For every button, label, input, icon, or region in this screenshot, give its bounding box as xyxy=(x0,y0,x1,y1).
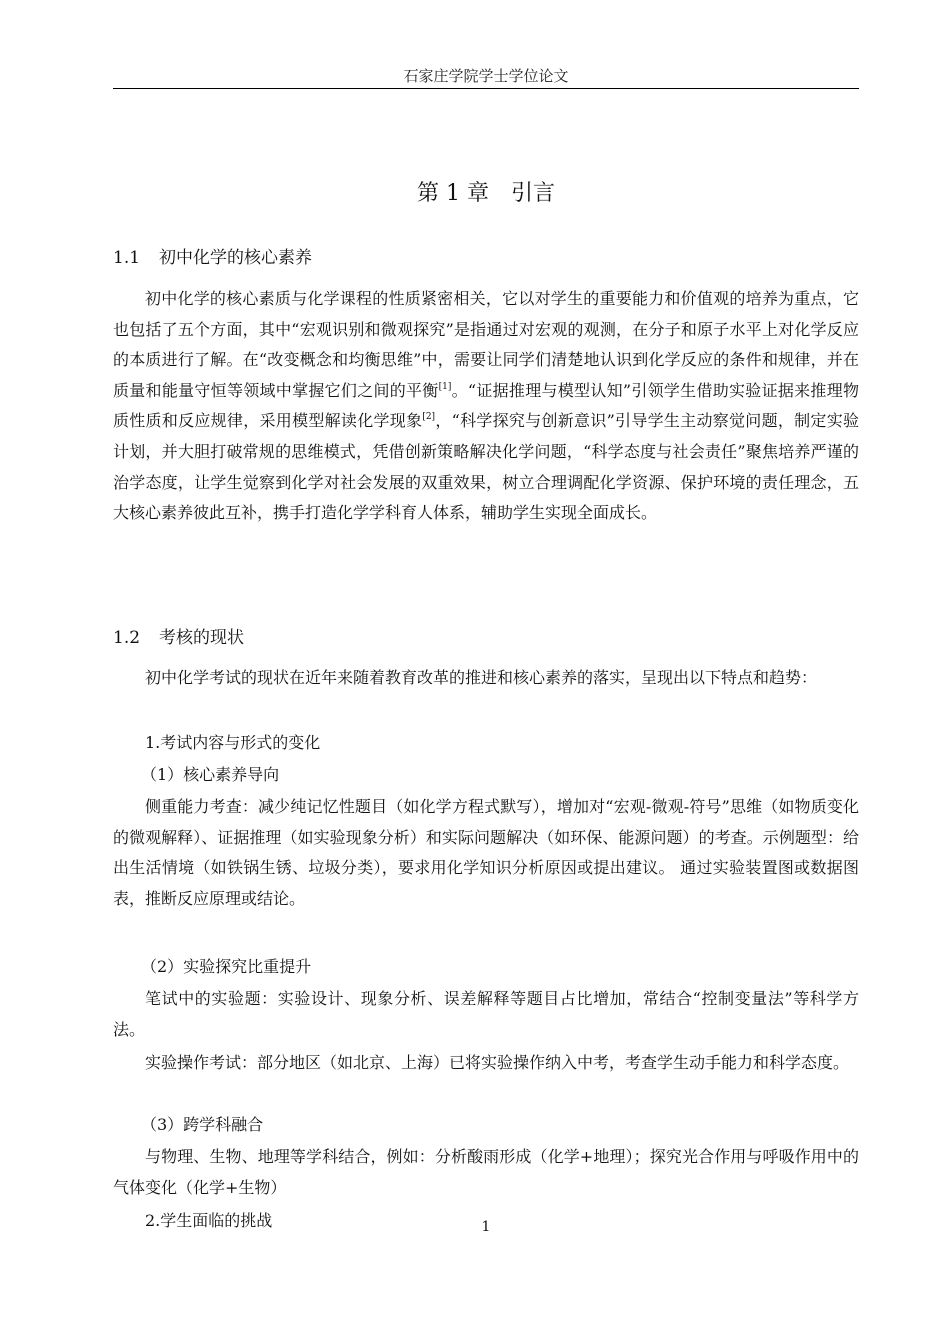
chapter-title: 第 1 章 引言 xyxy=(417,181,555,206)
subitem-1: （1）核心素养导向 xyxy=(141,765,280,784)
section-title: 初中化学的核心素养 xyxy=(159,248,312,268)
section-title: 考核的现状 xyxy=(159,628,244,648)
list-item-2: 2.学生面临的挑战 xyxy=(145,1211,273,1230)
page-number: 1 xyxy=(481,1219,491,1235)
header-rule xyxy=(113,88,859,89)
section-number: 1.2 xyxy=(113,628,141,648)
paragraph-practical-exam: 实验操作考试：部分地区（如北京、上海）已将实验操作纳入中考，考查学生动手能力和科学态度。 xyxy=(145,1053,850,1072)
section-heading-1-2 xyxy=(113,625,244,651)
citation-2: [2] xyxy=(422,412,436,423)
list-item-1: 1.考试内容与形式的变化 xyxy=(145,733,321,752)
paragraph-text: ，“科学探究与创新意识”引导学生主动察觉问题，制定实验计划，并大胆打破常规的思维模式，凭借创新策略解决化学问题，“科学态度与社会责任”聚焦培养严谨的治学态度，让学生觉察到化学对社会发展的双重效果，树立合理调配化学资源、保护环境的责任理念，五大核心素养彼此互补，携手打造化学学科育人体系，辅助学生实现全面成长。 xyxy=(113,411,859,523)
paragraph-text: 初中化学的核心素质与化学课程的性质紧密相关，它以对学生的重要能力和价值观的培养为重点，它也包括了五个方面，其中“宏观识别和微观探究”是指通过对宏观的观测，在分子和原子水平上对化学反应的本质进行了解。在“改变概念和均衡思维”中，需要让同学们清楚地认识到化学反应的条件和规律，并在质量和能量守恒等领域中掌握它们之间的平衡 xyxy=(113,289,859,400)
subitem-2: （2）实验探究比重提升 xyxy=(141,957,312,976)
section-heading-1-1 xyxy=(113,245,312,271)
paragraph-exam-status: 初中化学考试的现状在近年来随着教育改革的推进和核心素养的落实，呈现出以下特点和趋势： xyxy=(145,668,818,687)
paragraph-core-literacy xyxy=(113,284,859,529)
paragraph-ability-focus: 侧重能力考查：减少纯记忆性题目（如化学方程式默写），增加对“宏观-微观-符号”思维（如物质变化的微观解释）、证据推理（如实验现象分析）和实际问题解决（如环保、能源问题）的考查。示例题型：给出生活情境（如铁锅生锈、垃圾分类），要求用化学知识分析原因或提出建议。 通过实验装置图或数据图表，推断反应原理或结论。 xyxy=(113,797,859,908)
paragraph-written-experiments: 笔试中的实验题：实验设计、现象分析、误差解释等题目占比增加，常结合“控制变量法”等科学方法。 xyxy=(113,989,859,1039)
subitem-3: （3）跨学科融合 xyxy=(141,1115,264,1134)
paragraph-interdisciplinary: 与物理、生物、地理等学科结合，例如：分析酸雨形成（化学+地理）；探究光合作用与呼吸作用中的气体变化（化学+生物） xyxy=(113,1147,859,1197)
citation-1: [1] xyxy=(438,381,452,392)
section-number: 1.1 xyxy=(113,248,141,268)
running-header: 石家庄学院学士学位论文 xyxy=(403,67,569,85)
paragraph-text: 。“证据推理与模型认知”引领学生借助实验证据来推理物质性质和反应规律，采用模型解读化学现象 xyxy=(113,380,859,431)
